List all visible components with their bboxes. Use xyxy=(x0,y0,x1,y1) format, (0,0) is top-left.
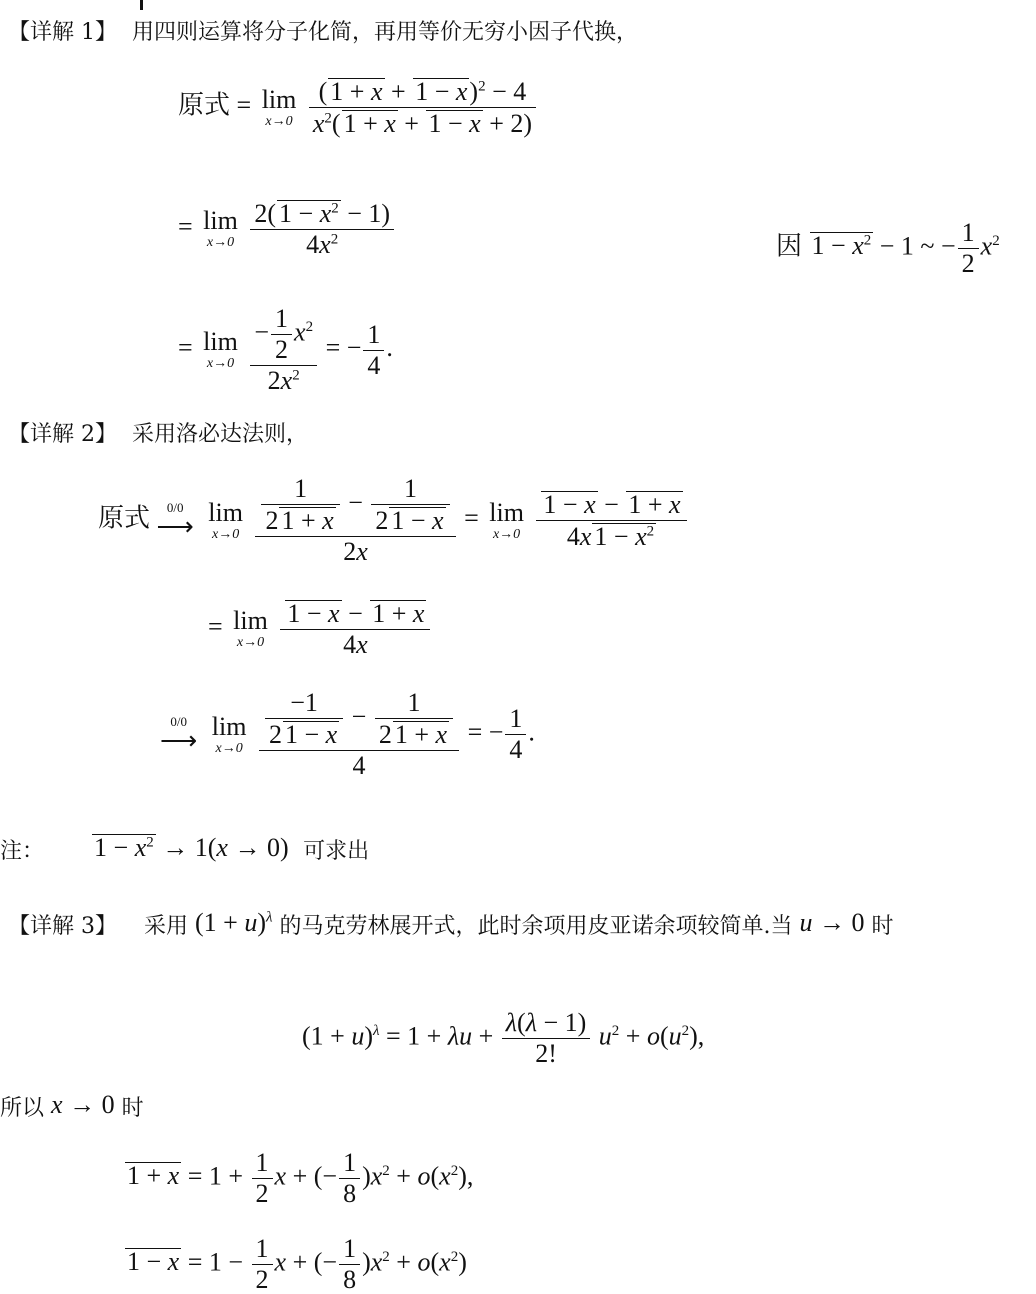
page-marker xyxy=(140,0,143,10)
section-3-label: 【详解 3】 xyxy=(8,914,117,939)
eq-1-line-3: = lim x→0 − $\frac{1}{2}$ $x^2$ $2x^2$ = − $\frac{1}{4}$ . xyxy=(178,304,393,395)
equivalence-note: 因 $1 - x^2 - 1$ ~ − $\frac{1}{2}$ $x^2$ xyxy=(776,218,1000,278)
note-label: 注： xyxy=(0,839,45,864)
eq-2-line-2: = lim x→0 $\frac{1 - x - 1 + x}{4x}$ xyxy=(208,600,432,658)
note-text: 可求出 xyxy=(303,839,370,864)
so-line: 所以 x → 0 时 xyxy=(0,1090,144,1121)
yin-label: 因 xyxy=(776,231,803,262)
maclaurin-expansion: $(1 + u)^\lambda = 1 + \lambda u$ + $\frac{\lambda(\lambda - 1)}{2!}$ $u^2 + o(u^2)$, xyxy=(302,1008,705,1068)
section-3-heading: 【详解 3】 采用 $(1 + u)^\lambda$ 的马克劳林展开式，此时余项用皮亚诺余项较简单.当 u → 0 时 xyxy=(8,908,894,939)
section-1-text: 用四则运算将分子化简，再用等价无穷小因子代换， xyxy=(132,20,639,45)
section-1-heading xyxy=(8,22,638,44)
note-line: 注： $1 - x^2 \to 1(x \to 0)$ 可求出 xyxy=(0,833,370,864)
expansion-sqrt-1-plus-x: 1 + x = 1 + $\frac{1}{2}$ x + (− $\frac{1}{8}$ )$x^2 + o(x^2)$, xyxy=(127,1148,474,1208)
section-1-label: 【详解 1】 xyxy=(8,20,117,45)
section-2-text: 采用洛必达法则， xyxy=(132,422,309,447)
yuanshi-label: 原式 xyxy=(178,90,231,121)
section-2-label: 【详解 2】 xyxy=(8,422,117,447)
eq-2-line-3: 0/0 ⟶ lim x→0 $\frac{-1}{2 1 - x}$ − $\frac{1}{2 1 + x}$ 4 = − $\frac{1}{4}$ . xyxy=(160,688,535,780)
section-2-heading xyxy=(8,424,308,446)
eq-2-line-1: 原式 0/0 ⟶ lim x→0 $\frac{1}{2 1 + x}$ − $\frac{1}{2 1 - x}$ 2x = lim x→0 $\frac{1 - x - 1 + x}{4x 1 - x^2}$ xyxy=(98,476,689,565)
eq-1-line-1: 原式 = lim x→0 $\frac{( 1 + x + 1 - x)^2 - 4}{x^2( 1 + x + 1 - x + 2)}$ xyxy=(178,78,538,137)
expansion-sqrt-1-minus-x-partial: 1 − x = 1 − $\frac{1}{2}$ x + (− $\frac{1}{8}$ )$x^2 + o(x^2)$ xyxy=(127,1234,467,1294)
eq-1-line-2: = lim x→0 $\frac{2( 1 - x^2 - 1)}{4x^2}$ xyxy=(178,200,396,258)
